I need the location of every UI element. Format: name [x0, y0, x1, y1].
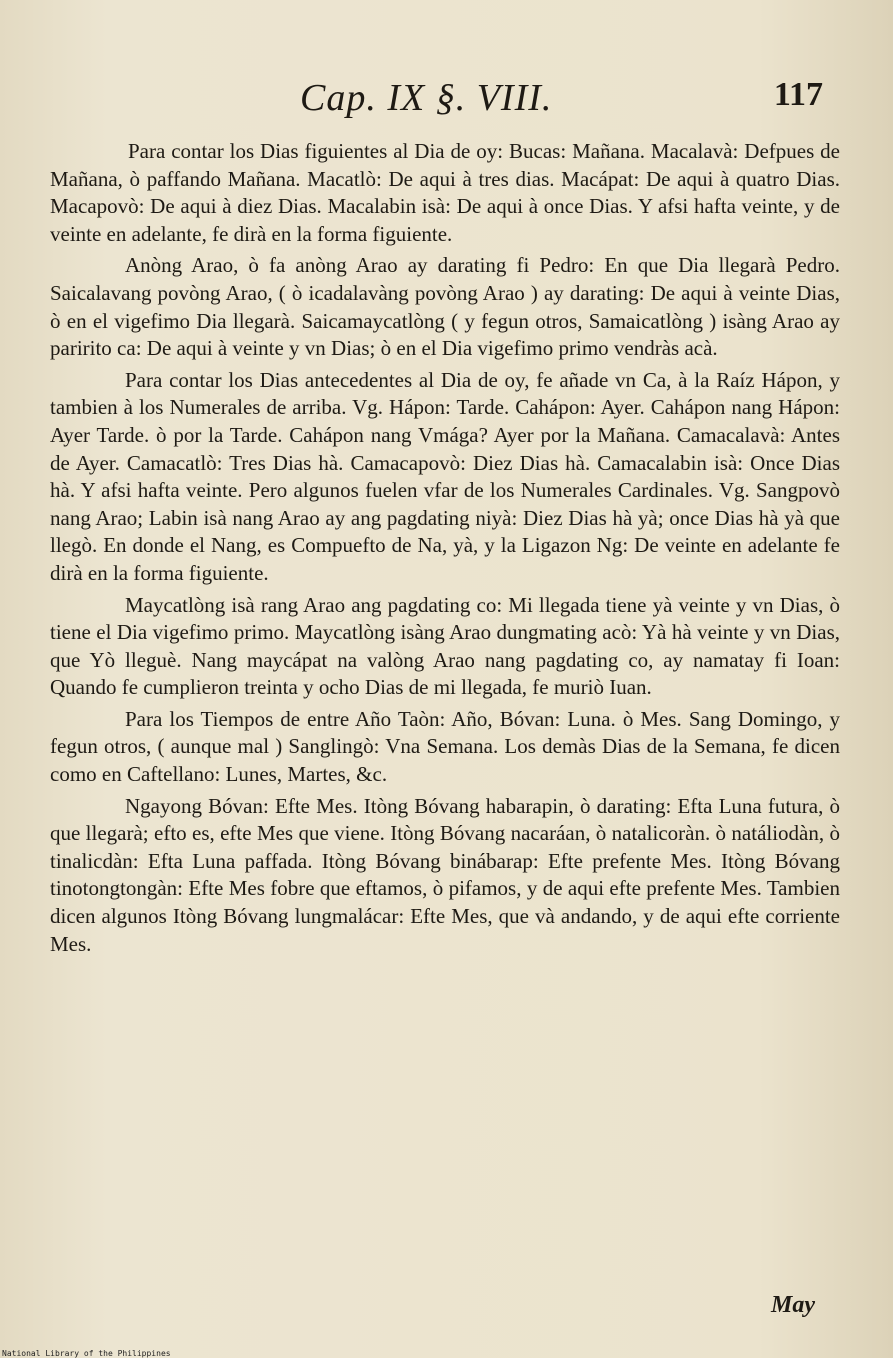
page-number: 117	[773, 76, 823, 113]
paragraph-days-following: Para contar los Dias figuientes al Dia de oy: Bucas: Mañana. Macalavà: Defpues de Mañana, ò paffando Mañana. Macatlò: De aqui à tres dias. Macápat: De aqui à quatro Dias. Macapovò: De aqui à diez Dias. Macalabin isà: De aqui à once Dias. Y afsi hafta veinte, y de veinte en adelante, fe dirà en la forma figuiente.	[50, 139, 840, 246]
body-text	[50, 138, 840, 962]
page-header	[0, 72, 893, 128]
footer-credit: National Library of the Philippines	[2, 1349, 171, 1358]
catchword: May	[771, 1292, 815, 1318]
paragraph-this-month: Ngayong Bóvan: Efte Mes. Itòng Bóvang habarapin, ò darating: Efta Luna futura, ò que llegarà; efto es, efte Mes que viene. Itòng Bóvang nacaráan, ò natalicoràn. ò natáliodàn, ò tinalicdàn: Efta Luna paffada. Itòng Bóvang binábarap: Efte prefente Mes. Itòng Bóvang tinotongtongàn: Efte Mes fobre que eftamos, ò pifamos, y de aqui efte prefente Mes. Tambien dicen algunos Itòng Bóvang lungmalácar: Efte Mes, que và andando, y de aqui efte corriente Mes.	[50, 793, 840, 956]
paragraph-times-of-year: Para los Tiempos de entre Año Taòn: Año, Bóvan: Luna. ò Mes. Sang Domingo, y fegun otros, ( aunque mal ) Sanglingò: Vna Semana. Los demàs Dias de la Semana, fe dicen como en Caftellano: Lunes, Martes, &c.	[50, 706, 840, 787]
paragraph-arrival-count: Maycatlòng isà rang Arao ang pagdating co: Mi llegada tiene yà veinte y vn Dias, ò tiene el Dia vigefimo primo. Maycatlòng isàng Arao dungmating acò: Yà hà veinte y vn Dias, que Yò lleguè. Nang maycápat na valòng Arao nang pagdating co, ay namatay fi Ioan: Quando fe cumplieron treinta y ocho Dias de mi llegada, fe muriò Iuan.	[50, 592, 840, 700]
paragraph-pedro-arrival: Anòng Arao, ò fa anòng Arao ay darating fi Pedro: En que Dia llegarà Pedro. Saicalavang povòng Arao, ( ò icadalavàng povòng Arao ) ay darating: De aqui à veinte Dias, ò en el vigefimo Dia llegarà. Saicamaycatlòng ( y fegun otros, Samaicatlòng ) isàng Arao ay paririto ca: De aqui à veinte y vn Dias; ò en el Dia vigefimo primo vendràs acà.	[50, 253, 840, 361]
paragraph-days-preceding: Para contar los Dias antecedentes al Dia de oy, fe añade vn Ca, à la Raíz Hápon, y tambien à los Numerales de arriba. Vg. Hápon: Tarde. Cahápon: Ayer. Cahápon nang Hápon: Ayer Tarde. ò por la Tarde. Cahápon nang Vmága? Ayer por la Mañana. Camacalavà: Antes de Ayer. Camacatlò: Tres Dias hà. Camacapovò: Diez Dias hà. Camacalabin isà: Once Dias hà. Y afsi hafta veinte. Pero algunos fuelen vfar de los Numerales Cardinales. Vg. Sangpovò nang Arao; Labin isà nang Arao ay ang pagdating niyà: Diez Dias hà yà; once Dias hà yà que llegò. En donde el Nang, es Compuefto de Na, yà, y la Ligazon Ng: De veinte en adelante fe dirà en la forma figuiente.	[50, 367, 840, 585]
running-head: Cap. IX §. VIII.	[300, 77, 553, 119]
